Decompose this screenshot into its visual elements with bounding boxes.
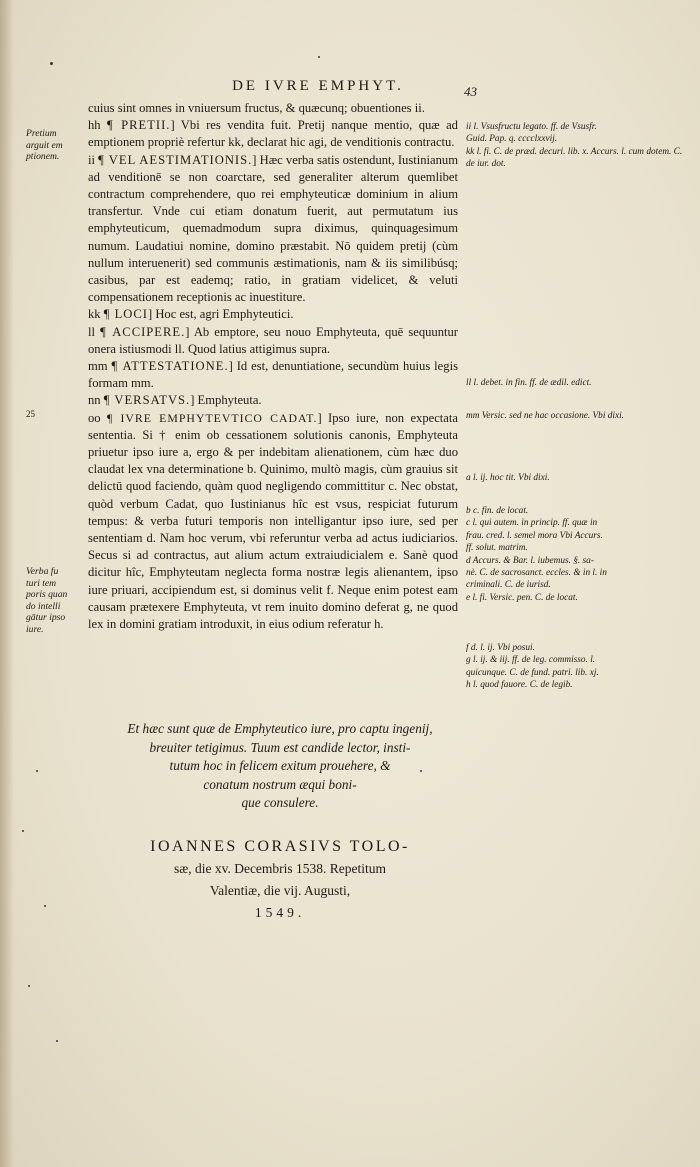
signature-date-line: sæ, die xv. Decembris 1538. Repetitum — [173, 861, 387, 876]
lemma: ¶ VEL AESTIMATIONIS. — [98, 152, 253, 167]
signature-place-line: Valentiæ, die vij. Augusti, — [209, 883, 351, 898]
paragraph-versatus — [88, 392, 458, 409]
paragraph-loci — [88, 306, 458, 323]
margin-note-verba: Verba fu turi tem poris quan do intelli gātur ipso iure. — [26, 566, 68, 635]
lemma: ¶ IVRE EMPHYTEVTICO CADAT. — [106, 410, 318, 425]
paragraph-aestimationis — [88, 152, 458, 307]
paragraph-attestatione — [88, 358, 458, 392]
lemma: ¶ VERSATVS. — [103, 393, 191, 408]
note-mark: ii — [88, 152, 95, 167]
note-mark: mm — [88, 359, 108, 374]
paper-speck — [36, 770, 38, 772]
note-mark: nn — [88, 393, 101, 408]
paragraph-accipere — [88, 324, 458, 358]
paragraph-cadat — [88, 410, 458, 634]
signature-year: 1549. — [254, 905, 306, 920]
lemma: ¶ ATTESTATIONE. — [111, 359, 229, 374]
commentary: ] Ab emptore, seu nouo Emphyteuta, quē sequuntur onera istiusmodi ll. Quod latius attigimus supra. — [88, 324, 459, 356]
author-name: IOANNES CORASIVS TOLO- — [150, 838, 410, 855]
paper-speck — [56, 1040, 58, 1042]
paper-speck — [50, 62, 53, 65]
margin-note-ii-kk: ii l. Vsusfructu legato. ff. de Vsusfr. Guid. Pap. q. cccclxxvij. kk l. fi. C. de præd. decuri. lib. x. Accurs. l. cum dotem. C. de iur. dot. — [466, 122, 683, 170]
commentary: ] Vbi res vendita fuit. Pretij nanque mentio, quæ ad emptionem propriè refertur kk, declarat hic agi, de venditionis contractu. — [88, 118, 458, 150]
main-text-column — [88, 100, 458, 633]
commentary: ] Emphyteuta. — [190, 393, 262, 408]
folio-number: 43 — [464, 84, 477, 99]
lemma: ¶ ACCIPERE. — [100, 324, 186, 339]
commentary: ] Ipso iure, non expectata sententia. Si † enim ob cessationem solutionis canonis, Emphyteuta priuetur ipso iure a, ergo & per indebitam alienationem, cùm hæc duo claudat lex vna determinatione b. Quinimo, multò magis, cùm grauius sit delictū quod faciendo, quàm quod negligendo committitur c. Nec obstat, quòd verbum Cadat, quo Iustinianus hîc est vsus, respiciat futurum tempus: & verba futuri temporis non intelligantur ipso iure, sed per sententiam d. Nam hoc verum, vbi referuntur verba ad actus iudiciarios. Secus si ad contractus, aut alium actum extraiudicialem e. Sanè quod dicitur hîc, Emphyteutam neglecta forma nostræ legis alienantem, ipso iure priuari, accipiendum est, si dominus velit f. Neque enim potest eam causam prætexere Emphyteuta, vt rem inuito domino deferat g, ne quod lex in domini gratiam introduxit, in eius odium referatur h. — [88, 410, 458, 632]
lemma: ¶ PRETII. — [107, 118, 171, 133]
margin-note-ll: ll l. debet. in fin. ff. de ædil. edict. — [466, 378, 592, 388]
paragraph-pretii — [88, 117, 458, 151]
note-mark: kk — [88, 307, 101, 322]
author-signature — [100, 836, 460, 924]
line-number: 25 — [26, 409, 35, 419]
note-mark: ll — [88, 324, 95, 339]
commentary: ] Id est, denuntiatione, secundùm huius legis formam mm. — [88, 359, 458, 391]
note-mark: hh — [88, 118, 101, 133]
lemma: ¶ LOCI — [103, 307, 148, 322]
margin-note-a: a l. ij. hoc tit. Vbi dixi. — [466, 473, 550, 483]
paper-speck — [22, 830, 24, 832]
margin-note-f-h: f d. l. ij. Vbi posui. g l. ij. & iij. ff. de leg. commisso. l. quicunque. C. de fund. patri. lib. xj. h l. quod fauore. C. de legib. — [466, 643, 599, 691]
page-spine-shadow — [0, 0, 14, 1167]
margin-note-b-e: b c. fin. de locat. c l. qui autem. in princip. ff. quæ in frau. cred. l. semel mora Vbi Accurs. ff. solut. matrim. d Accurs. & Bar. l. iubemus. §. sa- nè. C. de sacrosanct. eccles. & in l. in criminali. C. de iurisd. e l. fi. Versic. pen. C. de locat. — [466, 506, 607, 603]
margin-note-pretium: Pretium arguit em ptionem. — [26, 128, 63, 162]
margin-note-mm: mm Versic. sed ne hac occasione. Vbi dixi. — [466, 411, 625, 421]
closing-paragraph: Et hæc sunt quæ de Emphyteutico iure, pro captu ingenij, breuiter tetigimus. Tuum est candide lector, insti- tutum hoc in felicem exitum prouehere, & conatum nostrum æqui boni- que consulere. — [127, 721, 433, 811]
paragraph-continuation: cuius sint omnes in vniuersum fructus, & quæcunq; obuentiones ii. — [88, 101, 425, 115]
paper-speck — [318, 56, 320, 58]
running-title: DE IVRE EMPHYT. — [232, 78, 404, 94]
commentary: ] Hæc verba satis ostendunt, Iustinianum ad venditionē se non coarctare, sed generaliter alterum quemlibet contractum comprehendere, quo rei emphyteuticæ dominium in alium transfertur. Vnde cui etiam donatum fuerit, aut permutatum ius emphyteuticum, quemadmodum supra diximus, quinquagesimum numum. Laudatiui nomine, domino præstabit. Nō quidem pretij (cùm nullum interuenerit) sed communis æstimationis, nam & iis similibúsq; casibus, par est eademq; ratio, in gratiam videlicet, & veluti compensationem receptionis ac inuestiture. — [88, 152, 459, 305]
paper-speck — [44, 905, 46, 907]
commentary: ] Hoc est, agri Emphyteutici. — [148, 307, 294, 322]
paper-speck — [28, 985, 30, 987]
paper-speck — [420, 770, 422, 772]
note-mark: oo — [88, 410, 101, 425]
